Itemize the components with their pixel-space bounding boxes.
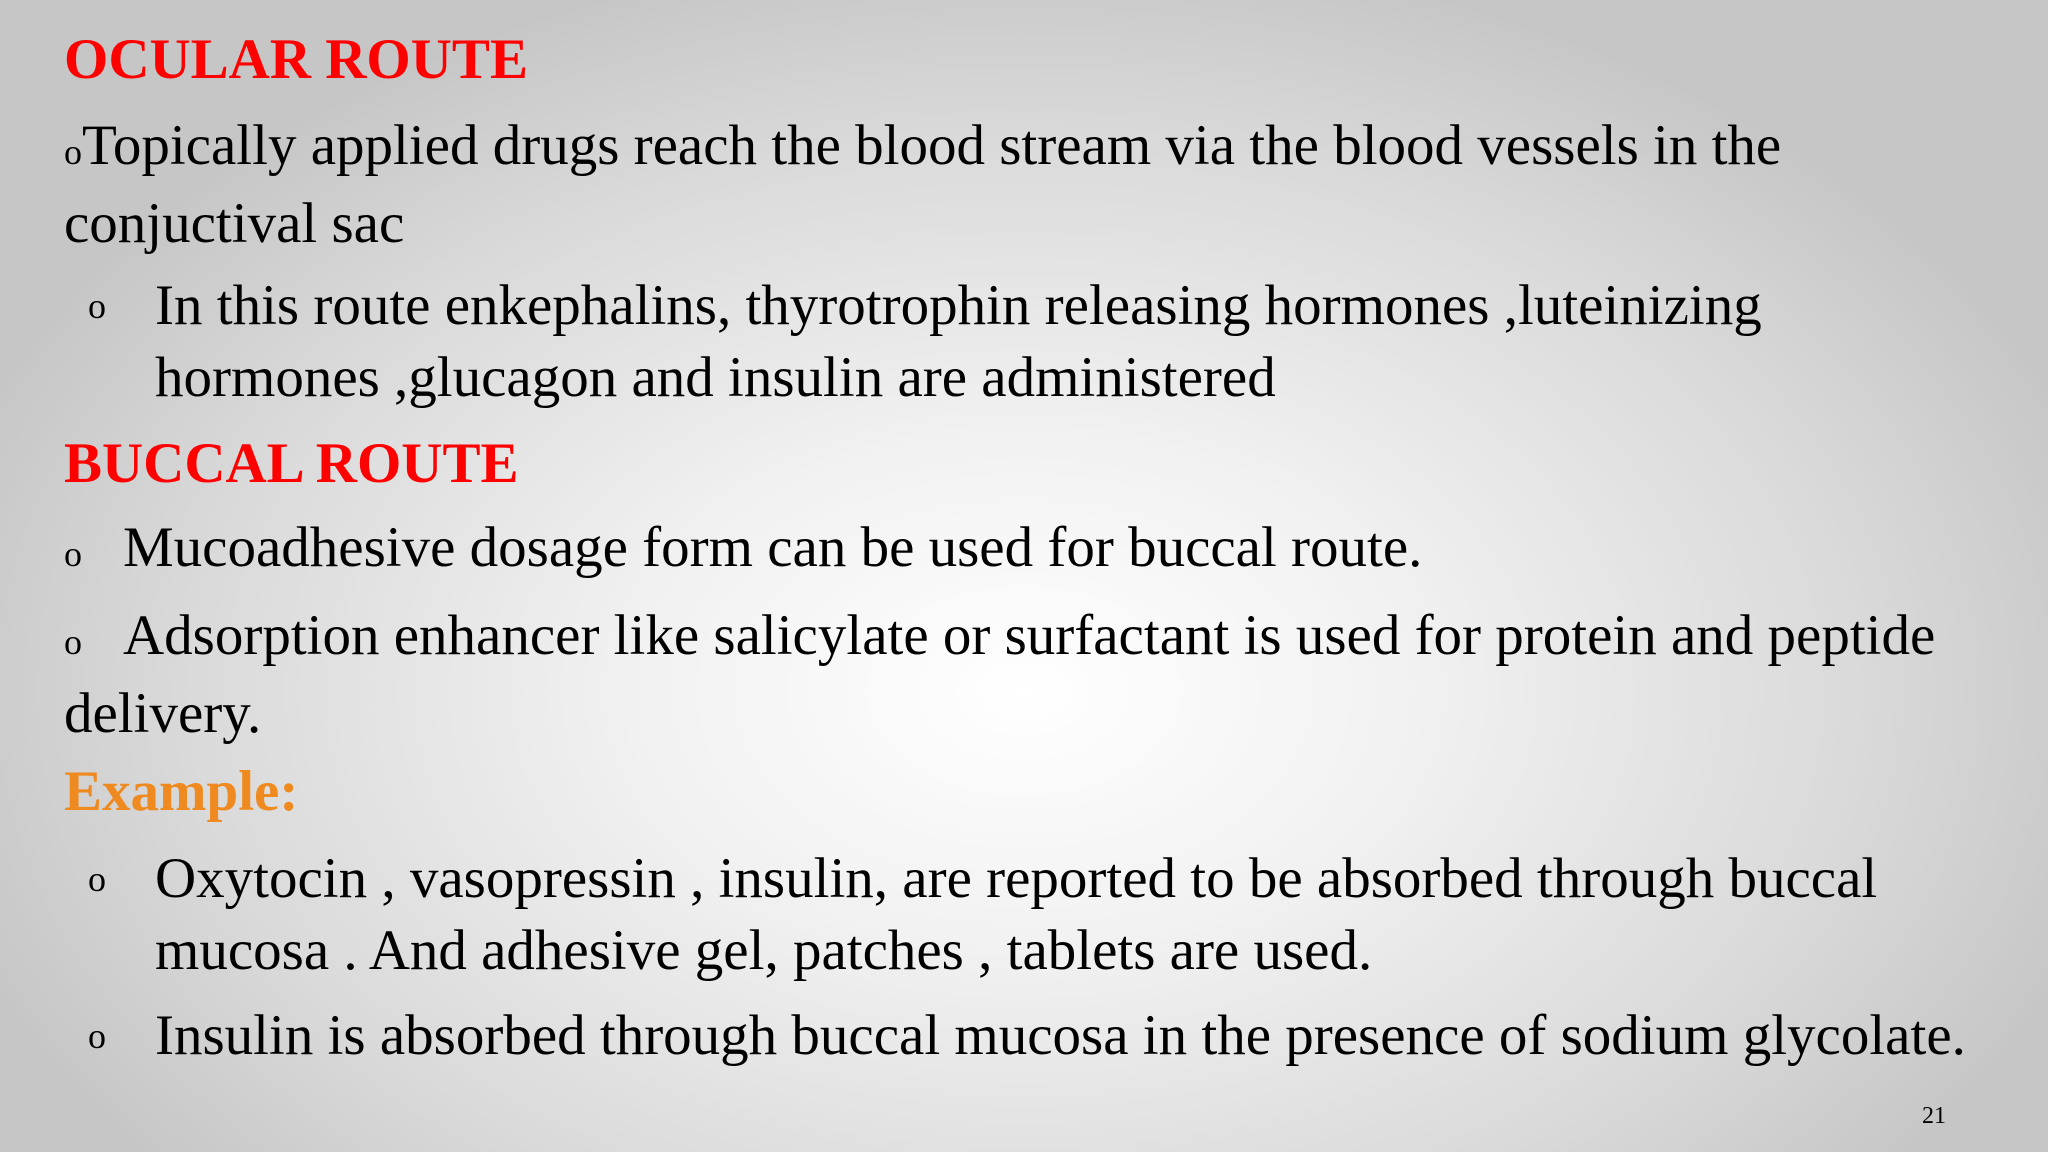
buccal-route-item-1 (64, 512, 1994, 590)
ocular-route-paragraph (64, 110, 1994, 260)
buccal-route-item-2 (64, 600, 1994, 750)
buccal-route-item-2-text: Adsorption enhancer like salicylate or surfactant is used for protein and peptide delivery. (64, 604, 1936, 745)
buccal-route-item-1-text: Mucoadhesive dosage form can be used for buccal route. (123, 516, 1423, 579)
ocular-route-text: Topically applied drugs reach the blood stream via the blood vessels in the conjuctival sac (64, 114, 1782, 255)
example-item-1: Oxytocin , vasopressin , insulin, are reported to be absorbed through buccal mucosa . And adhesive gel, patches , tablets are used. (155, 847, 1878, 982)
bullet-icon: o (64, 132, 82, 172)
ocular-route-heading: OCULAR ROUTE (64, 28, 528, 91)
bullet-icon: o (88, 286, 106, 326)
bullet-icon: o (64, 622, 82, 662)
buccal-route-heading: BUCCAL ROUTE (64, 432, 519, 495)
ocular-route-subitem: In this route enkephalins, thyrotrophin releasing hormones ,luteinizing hormones ,glucagon and insulin are administered (155, 274, 1762, 409)
bullet-icon: o (88, 859, 106, 899)
example-heading: Example: (64, 760, 299, 823)
page-number: 21 (1922, 1103, 1946, 1129)
bullet-icon: o (64, 534, 82, 574)
example-item-2: Insulin is absorbed through buccal mucosa in the presence of sodium glycolate. (155, 1004, 1966, 1067)
bullet-icon: o (88, 1016, 106, 1056)
